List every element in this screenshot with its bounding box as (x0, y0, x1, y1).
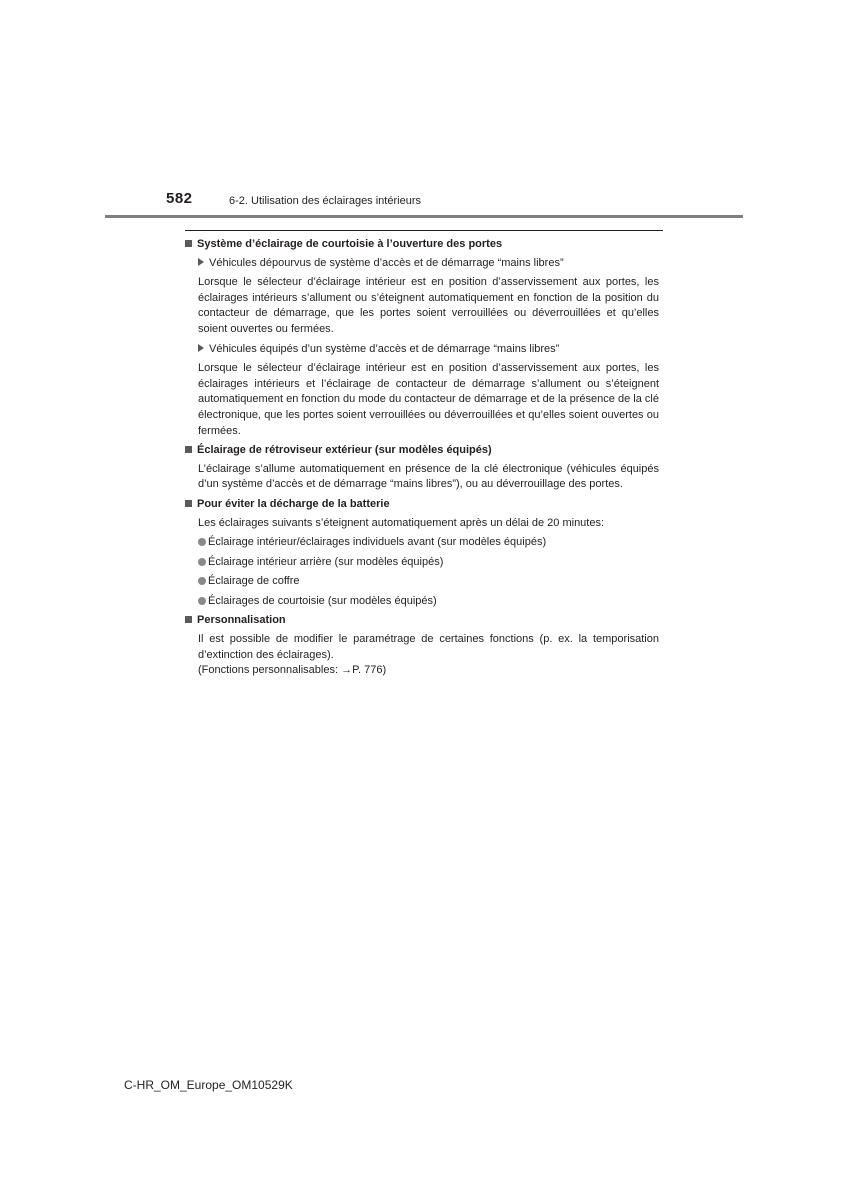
round-bullet-icon (198, 597, 206, 605)
triangle-bullet-icon (198, 344, 204, 352)
page-number: 582 (166, 190, 193, 207)
list-item-text: Éclairages de courtoisie (sur modèles équipés) (208, 594, 437, 607)
content-rule (185, 230, 663, 231)
round-bullet-icon (198, 558, 206, 566)
paragraph: L’éclairage s’allume automatiquement en présence de la clé électronique (véhicules équipés d’un système d’accès et de démarrage “mains libres”), ou au déverrouillage des portes. (198, 462, 659, 491)
cross-reference: (Fonctions personnalisables: →P. 776) (198, 664, 387, 677)
round-bullet-icon (198, 577, 206, 585)
sub-heading-text: Véhicules dépourvus de système d’accès et de démarrage “mains libres” (209, 256, 564, 269)
list-item-text: Éclairage intérieur/éclairages individuels avant (sur modèles équipés) (208, 536, 547, 549)
sub-heading (185, 342, 659, 358)
document-code: C-HR_OM_Europe_OM10529K (124, 1078, 293, 1092)
paragraph: Lorsque le sélecteur d’éclairage intérieur est en position d’asservissement aux portes, les éclairages intérieurs s’allument ou s’éteignent automatiquement en fonction de la position du contacteur de démarrage, que les portes soient verrouillées ou déverrouillées et qu’elles soient ouvertes ou fermées. (198, 276, 659, 335)
heading-text: Système d’éclairage de courtoisie à l’ouverture des portes (197, 238, 503, 250)
paragraph: Il est possible de modifier le paramétrage de certaines fonctions (p. ex. la temporisation d’extinction des éclairages). (198, 633, 659, 661)
paragraph: Les éclairages suivants s’éteignent automatiquement après un délai de 20 minutes: (198, 516, 605, 529)
section-title: 6-2. Utilisation des éclairages intérieurs (229, 195, 421, 207)
triangle-bullet-icon (198, 258, 204, 266)
heading-text: Personnalisation (197, 614, 286, 627)
square-bullet-icon (185, 616, 192, 623)
list-item (185, 555, 659, 571)
sub-heading (185, 256, 659, 272)
square-bullet-icon (185, 446, 192, 453)
sub-heading-text: Véhicules équipés d’un système d’accès et de démarrage “mains libres” (209, 342, 560, 355)
header-rule (105, 215, 743, 218)
section-heading (185, 613, 659, 629)
paragraph: Lorsque le sélecteur d’éclairage intérieur est en position d’asservissement aux portes, les éclairages intérieurs et l’éclairage de contacteur de démarrage s’allument ou s’éteignent automatiquement en fonction du mode du contacteur de démarrage et de la présence de la clé électronique, que les portes soient verrouillées ou déverrouillées et qu’elles soient ouvertes ou fermées. (198, 362, 659, 437)
square-bullet-icon (185, 240, 192, 247)
page-content (185, 237, 659, 683)
square-bullet-icon (185, 500, 192, 507)
list-item (185, 574, 659, 590)
list-item-text: Éclairage de coffre (208, 575, 300, 588)
section-heading (185, 497, 659, 513)
round-bullet-icon (198, 538, 206, 546)
list-item (185, 594, 659, 610)
heading-text: Pour éviter la décharge de la batterie (197, 497, 390, 510)
list-item-text: Éclairage intérieur arrière (sur modèles équipés) (208, 555, 444, 568)
section-heading (185, 443, 659, 459)
section-heading (185, 237, 659, 253)
heading-text: Éclairage de rétroviseur extérieur (sur modèles équipés) (197, 444, 492, 457)
list-item (185, 535, 659, 551)
